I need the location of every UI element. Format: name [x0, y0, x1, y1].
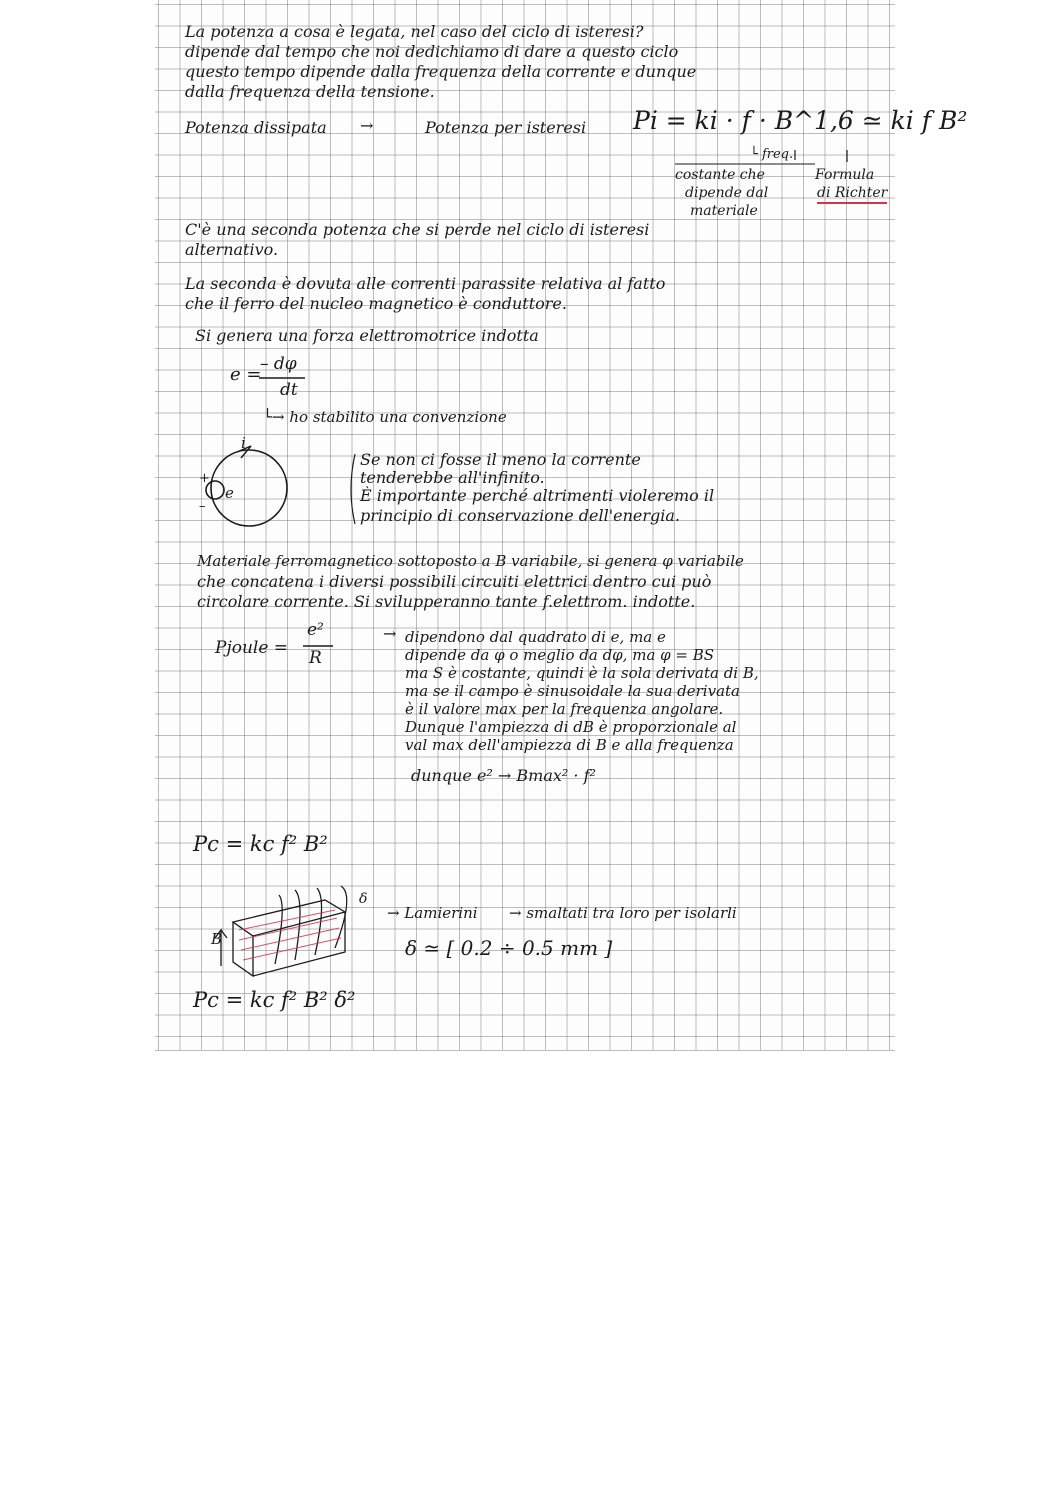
- freq-note: └ freq.: [750, 147, 794, 162]
- note-line: che concatena i diversi possibili circuiti elettrici dentro cui può: [197, 572, 712, 591]
- pjoule-denominator: R: [309, 648, 322, 668]
- note-line: dipende dal tempo che noi dedichiamo di dare a questo ciclo: [185, 42, 679, 61]
- hysteresis-formula: Pi = ki · f · B^1,6 ≃ ki f B²: [633, 106, 968, 135]
- note-line: Dunque l'ampiezza di dB è proporzionale al: [405, 718, 737, 736]
- note-line: che il ferro del nucleo magnetico è conduttore.: [185, 294, 567, 313]
- circuit-emf-label: e: [225, 484, 234, 502]
- note-line: val max dell'ampiezza di B e alla frequenza: [405, 736, 734, 754]
- note-line: tenderebbe all'infinito.: [360, 468, 545, 487]
- equation-lhs: e =: [230, 364, 262, 385]
- equation-denominator: dt: [280, 380, 298, 400]
- note-line: alternativo.: [185, 240, 279, 259]
- eddy-formula-lamination: Pc = kc f² B² δ²: [193, 988, 356, 1012]
- eddy-formula: Pc = kc f² B²: [193, 832, 328, 856]
- note-line: C'è una seconda potenza che si perde nel ciclo di isteresi: [185, 220, 650, 239]
- circuit-current-label: i: [241, 434, 246, 452]
- note-line: dunque e² → Bmax² · f²: [411, 766, 596, 785]
- note-line: circolare corrente. Si svilupperanno tante f.elettrom. indotte.: [197, 592, 696, 611]
- note-line: principio di conservazione dell'energia.: [360, 506, 680, 525]
- note-line: questo tempo dipende dalla frequenza della corrente e dunque: [185, 62, 697, 81]
- note-line: Potenza per isteresi: [425, 118, 587, 137]
- notebook-page: [155, 0, 968, 1051]
- pjoule-lhs: Pjoule =: [215, 638, 289, 658]
- richter-label: di Richter: [817, 186, 887, 200]
- note-line: ma S è costante, quindi è la sola derivata di B,: [405, 664, 759, 682]
- circuit-minus: –: [199, 499, 206, 514]
- note-line: dalla frequenza della tensione.: [185, 82, 435, 101]
- arrow-glyph: →: [360, 116, 374, 135]
- note-line: è il valore max per la frequenza angolare.: [405, 700, 724, 718]
- hand-drawings: [155, 0, 895, 1050]
- equation-numerator: – dφ: [260, 354, 297, 374]
- note-line: → Lamierini: [387, 904, 478, 922]
- note-line: Se non ci fosse il meno la corrente: [360, 450, 641, 469]
- note-line: ma se il campo è sinusoidale la sua derivata: [405, 682, 740, 700]
- note-line: È importante perché altrimenti violeremo il: [360, 486, 715, 505]
- note-line: La potenza a cosa è legata, nel caso del ciclo di isteresi?: [185, 22, 644, 41]
- note-line: Si genera una forza elettromotrice indotta: [195, 326, 539, 345]
- note-line: dipendono dal quadrato di e, ma e: [405, 628, 666, 646]
- note-line: costante che: [675, 167, 765, 183]
- note-line: materiale: [690, 203, 758, 219]
- note-line: Potenza dissipata: [185, 118, 327, 137]
- arrow-glyph: →: [383, 624, 397, 643]
- note-line: Materiale ferromagnetico sottoposto a B variabile, si genera φ variabile: [197, 552, 744, 570]
- note-line: Formula: [815, 167, 875, 183]
- thickness-mark: δ: [359, 891, 368, 907]
- field-mark: B: [211, 930, 223, 948]
- circuit-plus: +: [199, 471, 210, 486]
- note-line: La seconda è dovuta alle correnti parassite relativa al fatto: [185, 274, 666, 293]
- thickness-range: δ ≃ [ 0.2 ÷ 0.5 mm ]: [405, 936, 613, 960]
- pjoule-numerator: e²: [307, 620, 324, 640]
- note-line: → smaltati tra loro per isolarli: [509, 904, 737, 922]
- note-line: dipende dal: [685, 185, 769, 201]
- note-line: dipende da φ o meglio da dφ, ma φ = BS: [405, 646, 715, 664]
- note-line: └→ ho stabilito una convenzione: [263, 408, 507, 426]
